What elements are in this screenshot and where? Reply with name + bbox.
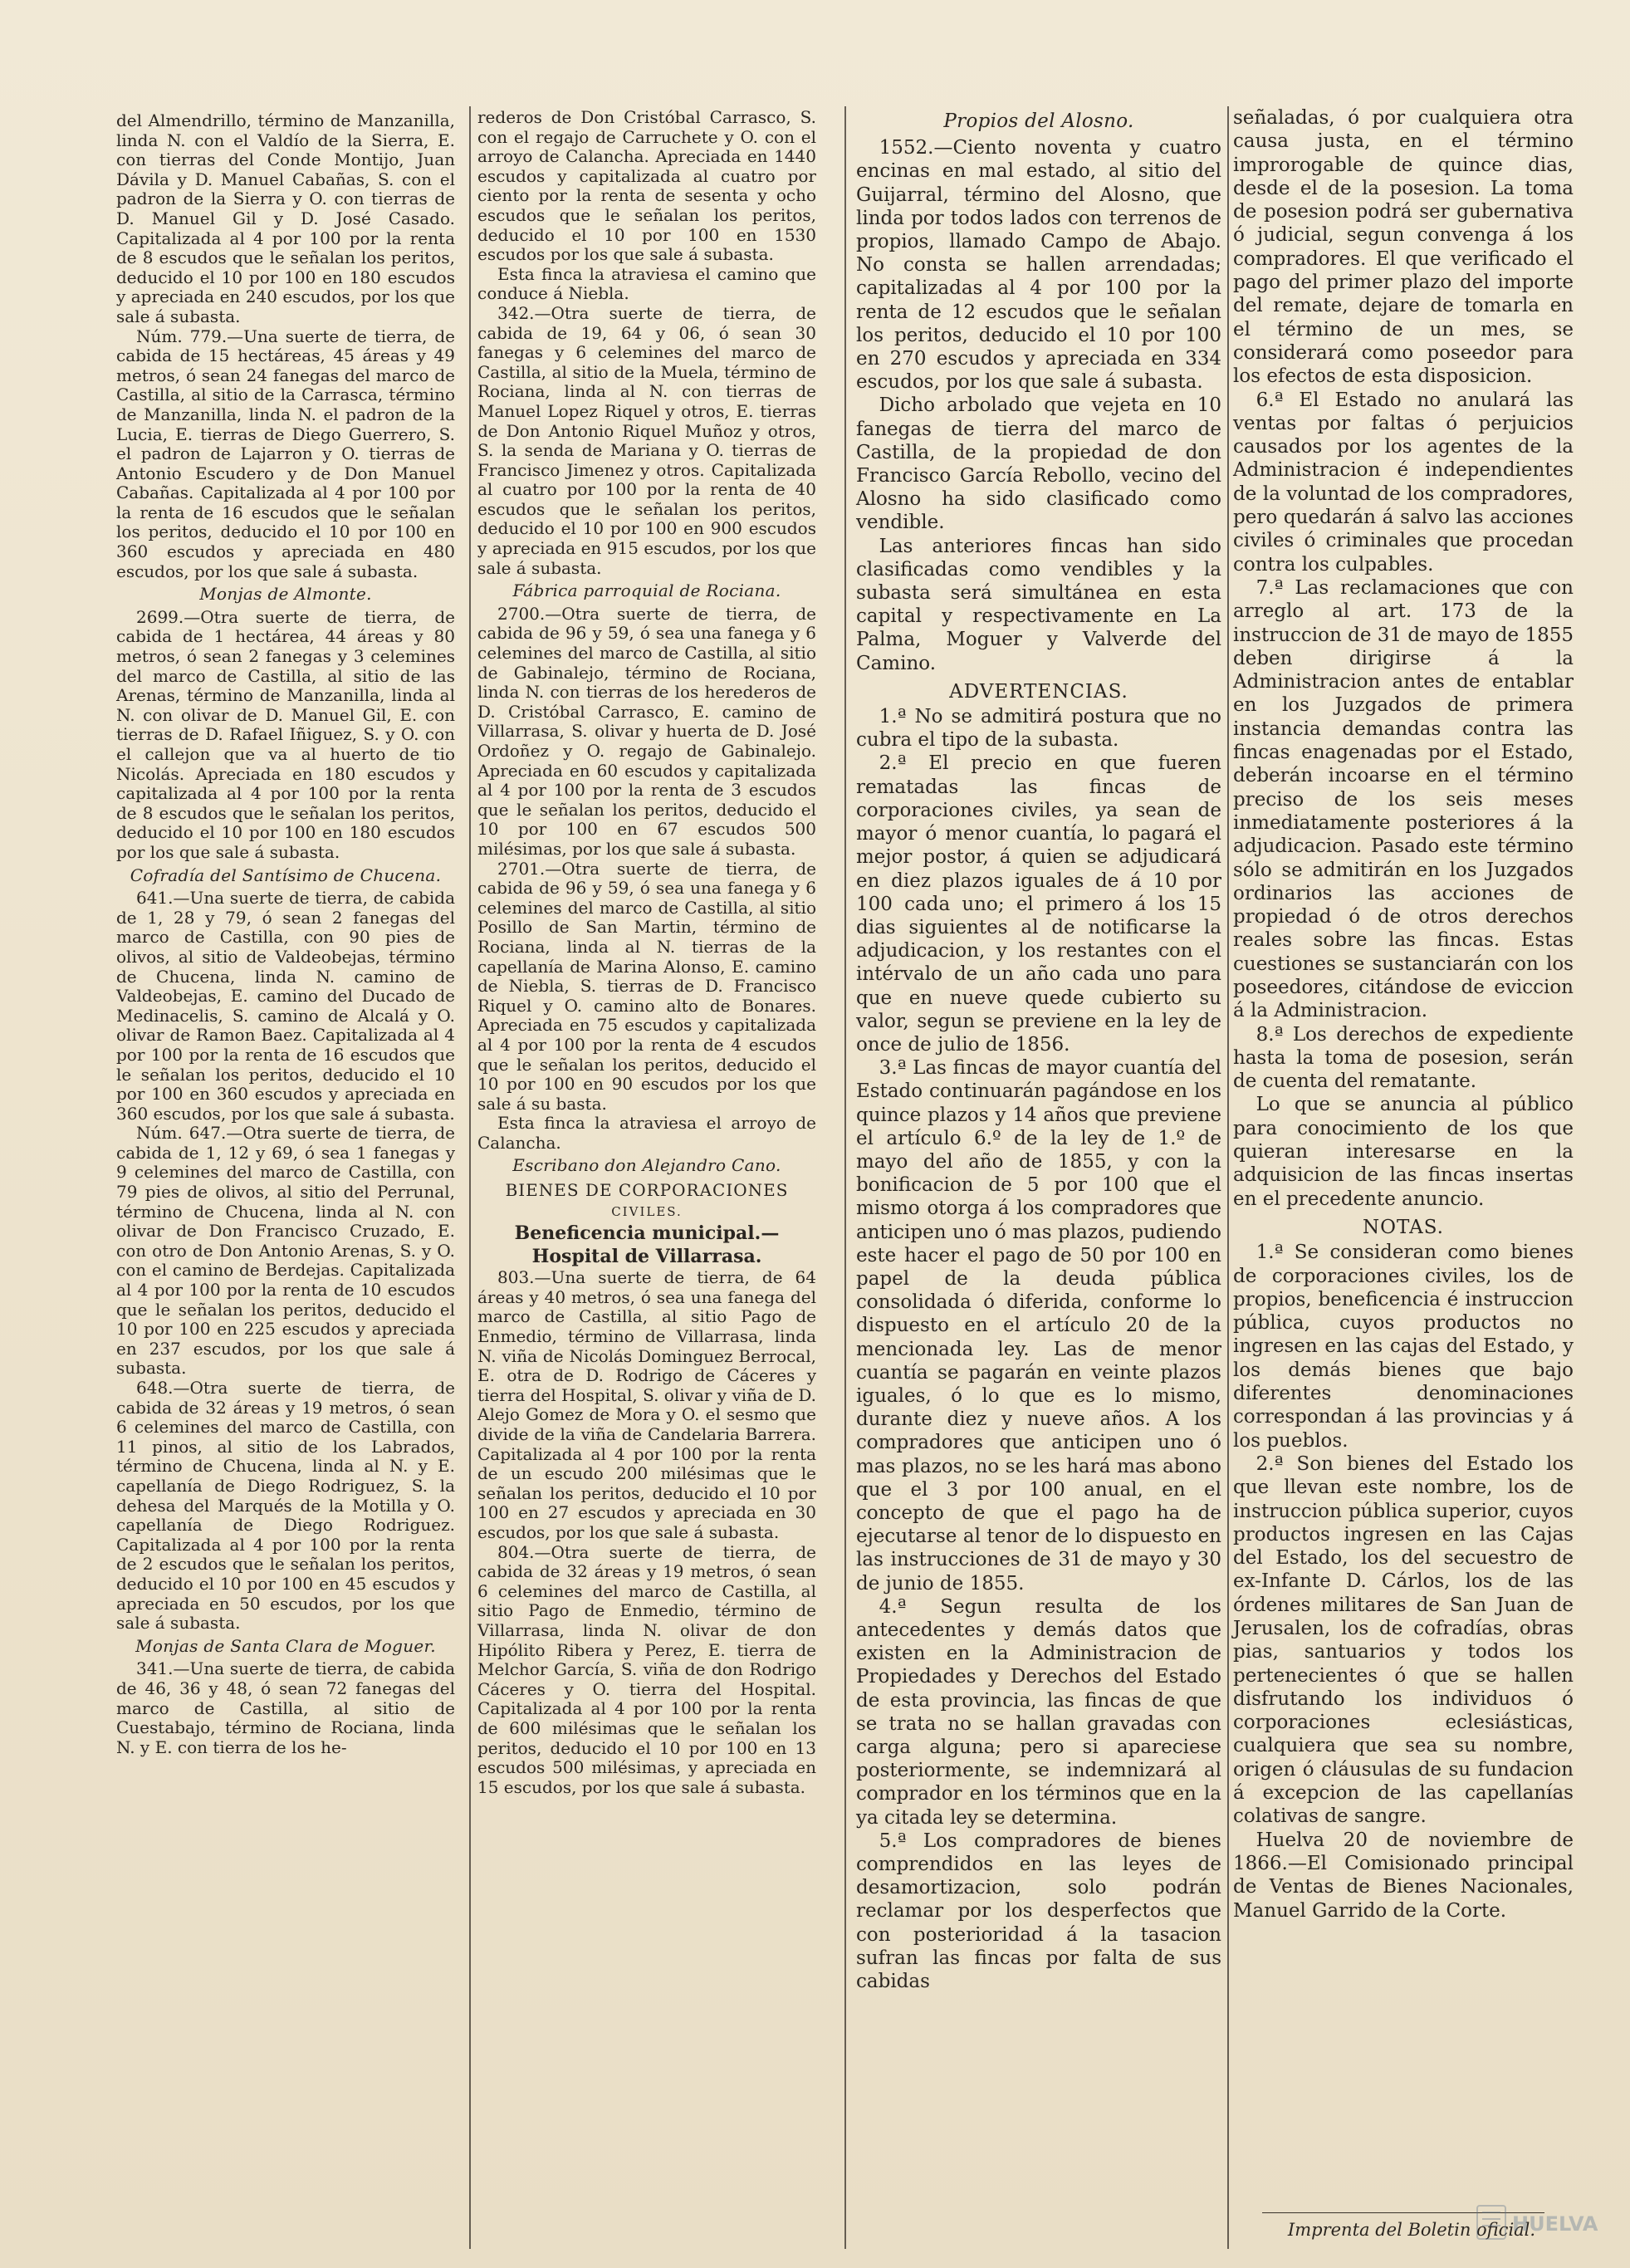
section-heading: Propios del Alosno. — [943, 110, 1134, 132]
paragraph: del Almendrillo, término de Manzanilla, linda N. con el Valdío de la Sierra, E. con tierras del Conde Montijo, Juan Dávila y D. Manuel Cabañas, S. con el padron de la Sierra y O. con tierras de D. Manuel Gil y D. José Casado. Capitalizada al 4 por 100 por la renta de 8 escudos que le señalan los peritos, deducido el 10 por 100 en 180 escudos y apreciada en 240 escudos, por los que sale á subasta. — [116, 110, 455, 326]
paragraph: 2699.—Otra suerte de tierra, de cabida de 1 hectárea, 44 áreas y 80 metros, ó sean 2 fanegas y 3 celemines del marco de Castilla, al sitio de las Arenas, término de Manzanilla, linda al N. con olivar de D. Manuel Gil, E. con tierras de D. Rafael Iñiguez, S. y O. con el callejon que va al huerto de tio Nicolás. Apreciada en 180 escudos y capitalizada al 4 por 100 por la renta de 8 escudos que le señalan los peritos, deducido el 10 por 100 en 180 escudos por los que sale á subasta. — [116, 606, 455, 862]
paragraph: 803.—Una suerte de tierra, de 64 áreas y 40 metros, ó sea una fanega del marco de Castilla, al sitio Pago de Enmedio, término de Villarrasa, linda N. viña de Nicolás Dominguez Berrocal, E. otra de D. Rodrigo de Cáceres y tierra del Hospital, S. olivar y viña de D. Alejo Gomez de Mora y O. el sesmo que divide de la viña de Candelaria Barrera. Capitalizada al 4 por 100 por la renta de un escudo 200 milésimas que le señalan los peritos, deducido el 10 por 100 en 27 escudos y apreciada en 30 escudos, por los que sale á subasta. — [477, 1267, 816, 1542]
paragraph: 648.—Otra suerte de tierra, de cabida de 32 áreas y 19 metros, ó sean 6 celemines del marco de Castilla, con 11 pinos, al sitio de los Labrados, término de Chucena, linda al N. y E. capellanía de Diego Rodriguez, S. la dehesa del Marqués de la Motilla y O. capellanía de Diego Rodriguez. Capitalizada al 4 por 100 por la renta de 2 escudos que le señalan los peritos, deducido el 10 por 100 en 45 escudos y apreciada en 50 escudos, por los que sale á subasta. — [116, 1378, 455, 1634]
paragraph: Las anteriores fincas han sido clasificadas como vendibles y la subasta será simultánea en esta capital y respectivamente en La Palma, Moguer y Valverde del Camino. — [856, 535, 1221, 674]
paragraph: 641.—Una suerte de tierra, de cabida de 1, 28 y 79, ó sean 2 fanegas del marco de Castilla, con 90 pies de olivos, al sitio de Valdeobejas, término de Chucena, linda N. camino de Valdeobejas, E. camino del Ducado de Medinacelis, S. camino de Alcalá y O. olivar de Ramon Baez. Capitalizada al 4 por 100 por la renta de 16 escudos que le señalan los peritos, deducido el 10 por 100 en 360 escudos y apreciada en 360 escudos, por los que sale á subasta. — [116, 888, 455, 1124]
paragraph: 2701.—Otra suerte de tierra, de cabida de 96 y 59, ó sea una fanega y 6 celemines del marco de Castilla, al sitio Posillo de San Martin, término de Rociana, linda al N. tierras de la capellanía de Marina Alonso, E. camino de Niebla, S. tierras de D. Francisco Riquel y O. camino alto de Bonares. Apreciada en 75 escudos y capitalizada al 4 por 100 por la renta de 4 escudos que le señalan los peritos, deducido el 10 por 100 en 90 escudos por los que sale á su basta. — [477, 858, 816, 1114]
paragraph: 341.—Una suerte de tierra, de cabida de 46, 36 y 48, ó sean 72 fanegas del marco de Castilla, al sitio de Cuestabajo, término de Rociana, linda N. y E. con tierra de los he- — [116, 1658, 455, 1757]
section-heading: Monjas de Santa Clara de Moguer. — [135, 1635, 436, 1656]
huelva-watermark-logo — [1474, 2197, 1598, 2247]
bold-heading: Beneficencia municipal.—Hospital de Villarrasa. — [514, 1222, 780, 1268]
column-2 — [477, 108, 816, 1797]
paragraph: 1.ª No se admitirá postura que no cubra el tipo de la subasta. — [856, 706, 1221, 752]
paragraph: 7.ª Las reclamaciones que con arreglo al art. 173 de la instruccion de 31 de mayo de 1855 deben dirigirse á la Administracion antes de entablar en los Juzgados de primera instancia demandas contra las fincas enagenadas por el Estado, deberán incoarse en el término preciso de los seis meses inmediatamente posteriores á la adjudicacion. Pasado este término sólo se admitirán en los Juzgados ordinarios las acciones de propiedad ó de otros derechos reales sobre las fincas. Estas cuestiones se sustanciarán con los poseedores, citándose de eviccion á la Administracion. — [1233, 576, 1574, 1022]
caps-heading: BIENES DE CORPORACIONES — [505, 1180, 789, 1201]
printer-imprint: Imprenta del Boletin oficial. — [1287, 2220, 1536, 2240]
section-heading: Monjas de Almonte. — [199, 584, 372, 605]
caps-heading: ADVERTENCIAS. — [949, 680, 1128, 703]
paragraph: 6.ª El Estado no anulará las ventas por faltas ó perjuicios causados por los agentes de la Administracion é independientes de la voluntad de los compradores, pero quedarán á salvo las acciones civiles ó criminales que procedan contra los culpables. — [1233, 389, 1574, 576]
column-3 — [856, 106, 1221, 1993]
caps-heading: NOTAS. — [1363, 1216, 1444, 1238]
column-rule-1 — [469, 106, 471, 2249]
paragraph: 5.ª Los compradores de bienes comprendidos en las leyes de desamortizacion, solo podrán reclamar por los desperfectos que con posterioridad á la tasacion sufran las fincas por falta de sus cabidas — [856, 1830, 1221, 1993]
subheading: CIVILES. — [611, 1203, 683, 1219]
paragraph: 8.ª Los derechos de expediente hasta la toma de posesion, serán de cuenta del rematante. — [1233, 1023, 1574, 1093]
column-rule-3 — [1227, 106, 1229, 2249]
paragraph: 804.—Otra suerte de tierra, de cabida de 32 áreas y 19 metros, ó sean 6 celemines del marco de Castilla, al sitio Pago de Enmedio, término de Villarrasa, linda N. olivar de don Hipólito Ribera y Perez, E. tierra de Melchor García, S. viña de don Rodrigo Cáceres y O. tierra del Hospital. Capitalizada al 4 por 100 por la renta de 600 milésimas que le señalan los peritos, deducido el 10 por 100 en 13 escudos 500 milésimas, y apreciada en 15 escudos, por los que sale á subasta. — [477, 1541, 816, 1797]
column-4 — [1233, 106, 1574, 1923]
paragraph: Esta finca la atraviesa el camino que conduce á Niebla. — [477, 263, 816, 304]
paragraph: Dicho arbolado que vejeta en 10 fanegas de tierra del marco de Castilla, de la propiedad de don Francisco García Rebollo, vecino del Alosno ha sido clasificado como vendible. — [856, 394, 1221, 534]
watermark-text: HUELVA — [1512, 2212, 1598, 2236]
paragraph: 2700.—Otra suerte de tierra, de cabida de 96 y 59, ó sea una fanega y 6 celemines del marco de Castilla, al sitio de Gabinalejo, término de Rociana, linda N. con tierras de los herederos de D. Cristóbal Carrasco, E. camino de Villarrasa, S. olivar y huerta de D. José Ordoñez y O. regajo de Gabinalejo. Apreciada en 60 escudos y capitalizada al 4 por 100 por la renta de 3 escudos que le señalan los peritos, deducido el 10 por 100 en 67 escudos 500 milésimas, por los que sale á subasta. — [477, 603, 816, 859]
paragraph: Núm. 647.—Otra suerte de tierra, de cabida de 1, 12 y 69, ó sea 1 fanegas y 9 celemines del marco de Castilla, con 79 pies de olivos, al sitio del Perrunal, término de Chucena, linda al N. con olivar de Don Francisco Cruzado, E. con otro de Don Antonio Arenas, S. y O. con el camino de Berdejas. Capitalizada al 4 por 100 por la renta de 10 escudos que le señalan los peritos, deducido el 10 por 100 en 225 escudos y apreciada en 237 escudos, por los que sale á subasta. — [116, 1123, 455, 1379]
paragraph: señaladas, ó por cualquiera otra causa justa, en el término improrogable de quince dias, desde el de la posesion. La toma de posesion podrá ser gubernativa ó judicial, segun convenga á los compradores. El que verificado el pago del primer plazo del importe del remate, dejare de tomarla en el término de un mes, se considerará como poseedor para los efectos de esta disposicion. — [1233, 107, 1574, 388]
paragraph: 3.ª Las fincas de mayor cuantía del Estado continuarán pagándose en los quince plazos y 14 años que previene el artículo 6.º de la ley de 1.º de mayo del año de 1855, y con la bonificacion de 5 por 100 que el mismo otorga á los compradores que anticipen uno ó mas plazos, pudiendo este hacer el pago de 50 por 100 en papel de la deuda pública consolidada ó diferida, conforme lo dispuesto en el artículo 20 de la mencionada ley. Las de menor cuantía se pagarán en veinte plazos iguales, ó lo que es lo mismo, durante diez y nueve años. A los compradores que anticipen uno ó mas plazos, no se les hará mas abono que el 3 por 100 anual, en el concepto de que el pago ha de ejecutarse al tenor de lo dispuesto en las instrucciones de 31 de mayo y 30 de junio de 1855. — [856, 1057, 1221, 1594]
section-heading: Escribano don Alejandro Cano. — [512, 1155, 781, 1176]
section-heading: Fábrica parroquial de Rociana. — [512, 580, 781, 601]
paragraph: 1.ª Se consideran como bienes de corporaciones civiles, los de propios, beneficencia é instruccion pública, cuyos productos no ingresen en las cajas del Estado, y los demás bienes que bajo diferentes denominaciones correspondan á las provincias y á los pueblos. — [1233, 1242, 1574, 1452]
paragraph: 2.ª Son bienes del Estado los que llevan este nombre, los de instruccion pública superior, cuyos productos ingresen en las Cajas del Estado, los del secuestro de ex-Infante D. Cárlos, los de las órdenes militares de San Juan de Jerusalen, los de cofradías, obras pias, santuarios y todos los pertenecientes ó que se hallen disfrutando los individuos ó corporaciones eclesiásticas, cualquiera que sea su nombre, origen ó cláusulas de su fundacion á excepcion de las capellanías colativas de sangre. — [1233, 1452, 1574, 1828]
paragraph: Núm. 779.—Una suerte de tierra, de cabida de 15 hectáreas, 45 áreas y 49 metros, ó sean 24 fanegas del marco de Castilla, al sitio de la Carrasca, término de Manzanilla, linda N. el padron de la Lucia, E. tierras de Diego Guerrero, S. el padron de Lajarron y O. tierras de Antonio Escudero y de Don Manuel Cabañas. Capitalizada al 4 por 100 por la renta de 16 escudos que le señalan los peritos, deducido el 10 por 100 en 360 escudos y apreciada en 480 escudos, por los que sale á subasta. — [116, 326, 455, 581]
paragraph: 342.—Otra suerte de tierra, de cabida de 19, 64 y 06, ó sean 30 fanegas y 6 celemines del marco de Castilla, al sitio de la Muela, término de Rociana, linda al N. con tierras de Manuel Lopez Riquel y otros, E. tierras de Don Antonio Riquel Muñoz y otros, S. la senda de Mariana y O. tierras de Francisco Jimenez y otros. Capitalizada al cuatro por 100 por la renta de 40 escudos que le señalan los peritos, deducido el 10 por 100 en 900 escudos y apreciada en 915 escudos, por los que sale á subasta. — [477, 302, 816, 578]
section-heading: Cofradía del Santísimo de Chucena. — [130, 865, 442, 885]
paragraph: rederos de Don Cristóbal Carrasco, S. con el regajo de Carruchete y O. con el arroyo de Calancha. Apreciada en 1440 escudos y capitalizada al cuatro por ciento por la renta de sesenta y ocho escudos que le señalan los peritos, deducido el 10 por 100 en 1530 escudos por los que sale á subasta. — [477, 107, 816, 265]
paragraph: 2.ª El precio en que fueren rematadas las fincas de corporaciones civiles, ya sean de mayor ó menor cuantía, lo pagará el mejor postor, á quien se adjudicará en diez plazos iguales de á 10 por 100 cada uno; el primero á los 15 dias siguientes al de notificarse la adjudicacion, y los restantes con el intérvalo de un año cada uno para que en nueve quede cubierto su valor, segun se previene en la ley de once de julio de 1856. — [856, 752, 1221, 1056]
paragraph: 4.ª Segun resulta de los antecedentes y demás datos que existen en la Administracion de Propiedades y Derechos del Estado de esta provincia, las fincas de que se trata no se hallan gravadas con carga alguna; pero si apareciese posteriormente, se indemnizará al comprador en los términos que en la ya citada ley se determina. — [856, 1595, 1221, 1829]
paragraph: Esta finca la atraviesa el arroyo de Calancha. — [477, 1113, 816, 1153]
paragraph: Lo que se anuncia al público para conocimiento de los que quieran interesarse en la adquisicion de las fincas insertas en el precedente anuncio. — [1233, 1094, 1574, 1210]
column-rule-2 — [844, 106, 846, 2249]
paragraph: Huelva 20 de noviembre de 1866.—El Comisionado principal de Ventas de Bienes Nacionales, Manuel Garrido de la Corte. — [1233, 1829, 1574, 1922]
paragraph: 1552.—Ciento noventa y cuatro encinas en mal estado, al sitio del Guijarral, término del Alosno, que linda por todos lados con terrenos de propios, llamado Campo de Abajo. No consta se hallen arrendadas; capitalizadas al 4 por 100 por la renta de 12 escudos que le señalan los peritos, deducido el 10 por 100 en 270 escudos y apreciada en 334 escudos, por los que sale á subasta. — [856, 137, 1221, 394]
column-1 — [116, 111, 455, 1757]
